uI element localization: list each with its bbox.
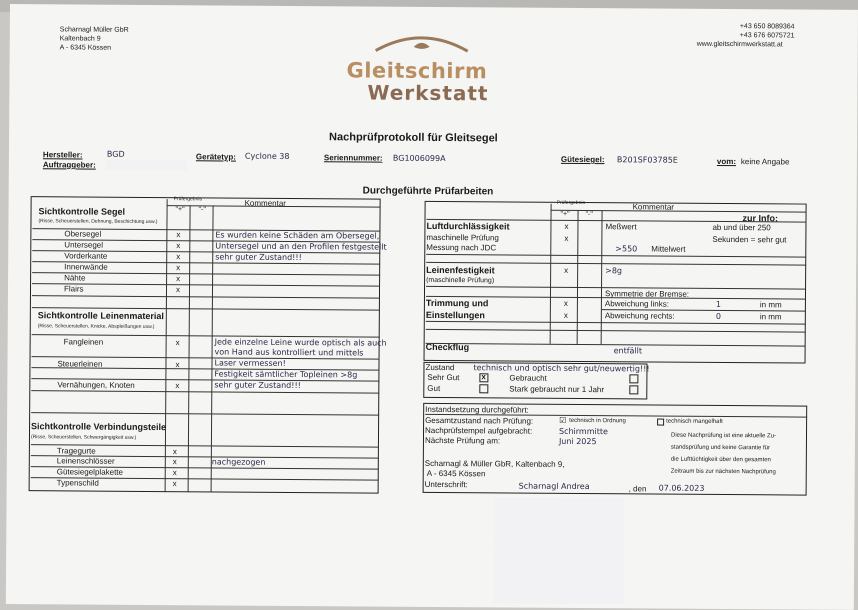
festigkeit-sub: (maschinelle Prüfung) bbox=[426, 276, 495, 285]
mittelwert-label: Mittelwert bbox=[651, 244, 686, 254]
zur-info-header: zur Info: bbox=[742, 213, 779, 224]
sehr-gut-label: Sehr Gut bbox=[427, 372, 460, 383]
left-minus-header: "-" bbox=[198, 206, 206, 214]
mark-vorderkante: x bbox=[176, 252, 181, 262]
ok-check-icon[interactable]: ☑ bbox=[559, 415, 567, 425]
mark-leinenschloesser: x bbox=[172, 457, 177, 467]
hersteller-label: Hersteller: bbox=[42, 150, 83, 160]
row-fangleinen: Fangleinen bbox=[63, 337, 104, 347]
luft-value: >550 bbox=[615, 244, 638, 254]
mark-guetesiegelplakette: x bbox=[172, 468, 177, 478]
comment-leinenschloesser: nachgezogen bbox=[211, 457, 266, 467]
row-tragegurte: Tragegurte bbox=[56, 446, 96, 456]
festigkeit-title: Leinenfestigkeit bbox=[426, 264, 495, 276]
luft-sub-1: maschinelle Prüfung bbox=[426, 232, 499, 243]
trimmung-mark-2: x bbox=[563, 310, 568, 320]
leinen-title: Sichtkontrolle Leinenmaterial bbox=[37, 310, 164, 322]
trimmung-mark-1: x bbox=[563, 298, 568, 308]
trimmung-title-1: Trimmung und bbox=[425, 297, 489, 309]
sehr-gut-mark: x bbox=[481, 372, 486, 382]
logo-text-gleitschirm: Gleitschirm bbox=[346, 58, 488, 84]
website: www.gleitschirmwerkstatt.at bbox=[696, 40, 783, 49]
row-leinenschloesser: Leinenschlösser bbox=[56, 456, 115, 466]
mangel-label: technisch mangelhaft bbox=[666, 418, 723, 425]
gebraucht-label: Gebraucht bbox=[509, 373, 547, 383]
unterschrift-value: Scharnagl Andrea bbox=[518, 481, 590, 492]
naechste-value: Juni 2025 bbox=[558, 436, 597, 447]
rechts-label: Abweichung rechts: bbox=[604, 311, 675, 321]
comment-leinen-2: von Hand aus kontrolliert und mittels bbox=[214, 347, 364, 358]
symmetrie-label: Symmetrie der Bremse: bbox=[604, 289, 690, 299]
page-title: Nachprüfprotokoll für Gleitsegel bbox=[329, 131, 498, 145]
luft-info-1: ab und über 250 bbox=[712, 222, 771, 233]
comment-leinen-5: sehr guter Zustand!!! bbox=[214, 380, 301, 391]
mark-vernaehungen: x bbox=[175, 381, 180, 391]
gesamt-label: Gesamtzustand nach Prüfung: bbox=[425, 415, 534, 426]
redacted-area bbox=[494, 497, 625, 604]
rechts-unit: in mm bbox=[759, 312, 782, 322]
seriennummer-value: BG1006099A bbox=[392, 153, 446, 164]
luft-info-2: Sekunden = sehr gut bbox=[712, 234, 787, 245]
comment-leinen-1: Jede einzelne Leine wurde optisch als auch bbox=[214, 337, 387, 348]
company-name: Scharnagl Müller GbR bbox=[59, 26, 129, 34]
row-vorderkante: Vorderkante bbox=[64, 251, 108, 261]
left-kommentar-header: Kommentar bbox=[244, 198, 287, 208]
naechste-label: Nächste Prüfung am: bbox=[424, 435, 501, 446]
row-obersegel: Obersegel bbox=[64, 229, 102, 239]
stark-checkbox[interactable] bbox=[629, 385, 638, 394]
mark-obersegel: x bbox=[176, 230, 181, 240]
note-line-3: die Lufttüchtigkeit über den gesamten bbox=[670, 456, 771, 464]
guetesiegel-value: B201SF03785E bbox=[616, 155, 678, 165]
comment-leinen-3: Laser vermessen! bbox=[214, 358, 286, 368]
row-steuerleinen: Steuerleinen bbox=[57, 359, 103, 369]
phone-2: +43 676 6075721 bbox=[739, 32, 795, 40]
links-unit: in mm bbox=[759, 300, 782, 310]
stark-label: Stark gebraucht nur 1 Jahr bbox=[509, 384, 605, 395]
section-title: Durchgeführte Prüfarbeiten bbox=[362, 185, 494, 198]
date-value: 07.06.2023 bbox=[658, 483, 705, 493]
right-minus-header: "-" bbox=[585, 211, 593, 219]
note-line-1: Diese Nachprüfung ist eine aktuelle Zu- bbox=[670, 432, 777, 440]
vom-label: vom: bbox=[716, 156, 737, 167]
row-untersegel: Untersegel bbox=[64, 240, 104, 250]
geraetetyp-value: Cyclone 38 bbox=[244, 151, 290, 161]
document-page bbox=[6, 4, 858, 610]
segel-subtitle: (Risse, Scheuerstellen, Dehnung, Beschichtung usw.) bbox=[38, 218, 158, 226]
row-naehte: Nähte bbox=[64, 273, 86, 283]
row-flairs: Flairs bbox=[63, 284, 84, 294]
hersteller-value: BGD bbox=[106, 149, 125, 159]
zustand-desc: technisch und optisch sehr gut/neuwertig!!! bbox=[473, 363, 650, 374]
geraetetyp-label: Gerätetyp: bbox=[195, 152, 236, 162]
gut-checkbox[interactable] bbox=[479, 384, 488, 393]
auftraggeber-label: Auftraggeber: bbox=[42, 160, 96, 170]
right-plus-header: "+" bbox=[560, 210, 570, 218]
festigkeit-value: >8g bbox=[605, 266, 623, 276]
mangel-checkbox[interactable] bbox=[657, 419, 664, 426]
comment-leinen-4: Festigkeit sämtlicher Topleinen >8g bbox=[214, 369, 358, 380]
note-line-2: standsprüfung und keine Garantie für bbox=[670, 444, 771, 452]
instand-title: Instandsetzung durchgeführt: bbox=[425, 404, 529, 415]
seriennummer-label: Seriennummer: bbox=[323, 153, 383, 163]
phone-1: +43 650 8089364 bbox=[739, 23, 795, 31]
guetesiegel-label: Gütesiegel: bbox=[560, 154, 605, 165]
company-street: Kaltenbach 9 bbox=[59, 35, 101, 43]
mark-innenwaende: x bbox=[176, 263, 181, 273]
comment-obersegel: Es wurden keine Schäden am Obersegel, bbox=[215, 230, 380, 241]
festigkeit-mark: x bbox=[564, 265, 569, 275]
right-pruefergebnis: Prüfergebnis bbox=[556, 199, 586, 207]
mark-tragegurte: x bbox=[172, 447, 177, 457]
ok-label: technisch in Ordnung bbox=[569, 417, 626, 425]
gebraucht-checkbox[interactable] bbox=[629, 374, 638, 383]
luft-title: Luftdurchlässigkeit bbox=[426, 220, 510, 232]
right-kommentar-header: Kommentar bbox=[632, 202, 674, 212]
luft-sub-2: Messung nach JDC bbox=[426, 242, 497, 253]
logo-text-werkstatt: Werkstatt bbox=[367, 80, 489, 106]
links-value: 1 bbox=[715, 299, 722, 309]
row-vernaehungen: Vernähungen, Knoten bbox=[57, 380, 135, 390]
luft-mark-1: x bbox=[564, 221, 569, 231]
left-pruefergebnis: Prüfergebnis bbox=[173, 196, 203, 203]
vom-value: keine Angabe bbox=[740, 157, 790, 167]
stempel-value: Schirmmitte bbox=[558, 426, 608, 437]
checkflug-title: Checkflug bbox=[425, 341, 470, 353]
row-guetesiegelplakette: Gütesiegelplakette bbox=[56, 467, 124, 477]
mark-fangleinen: x bbox=[175, 338, 180, 348]
rechts-value: 0 bbox=[715, 311, 721, 321]
stamp-address-1: Scharnagl & Müller GbR, Kaltenbach 9, bbox=[424, 458, 565, 469]
checkflug-value: entfällt bbox=[613, 346, 643, 356]
mark-flairs: x bbox=[175, 285, 181, 295]
row-innenwaende: Innenwände bbox=[64, 262, 108, 272]
comment-vorderkante: sehr guter Zustand!!! bbox=[215, 252, 302, 263]
verbindung-subtitle: (Risse, Scheuerstellen, Schwergängigkeit usw.) bbox=[30, 434, 137, 441]
trimmung-title-2: Einstellungen bbox=[425, 309, 485, 321]
mark-typenschild: x bbox=[172, 479, 177, 489]
mark-naehte: x bbox=[176, 274, 181, 284]
mark-untersegel: x bbox=[176, 241, 181, 251]
comment-untersegel: Untersegel und an den Profilen festgestellt bbox=[215, 241, 387, 252]
den-label: , den bbox=[628, 484, 647, 494]
stempel-label: Nachprüfstempel aufgebracht: bbox=[425, 425, 533, 436]
unterschrift-label: Unterschrift: bbox=[424, 479, 468, 490]
row-typenschild: Typenschild bbox=[56, 478, 99, 488]
verbindung-title: Sichtkontrolle Verbindungsteile bbox=[31, 421, 167, 433]
messwert-label: Meßwert bbox=[605, 222, 637, 232]
redacted-client bbox=[107, 160, 187, 171]
segel-title: Sichtkontrolle Segel bbox=[38, 206, 126, 217]
gut-label: Gut bbox=[427, 383, 441, 394]
zustand-label: Zustand bbox=[425, 362, 455, 373]
mark-steuerleinen: x bbox=[175, 360, 180, 370]
links-label: Abweichung links: bbox=[604, 299, 669, 309]
company-city: A - 6345 Kössen bbox=[59, 44, 112, 52]
stamp-address-2: A - 6345 Kössen bbox=[426, 468, 486, 479]
luft-mark-2: x bbox=[564, 233, 569, 243]
logo-arc bbox=[372, 31, 472, 54]
left-plus-header: "+" bbox=[175, 206, 185, 214]
note-line-4: Zeitraum bis zur nächsten Nachprüfung bbox=[670, 468, 776, 476]
leinen-subtitle: (Risse, Scheuerstellen, Knicke, Abspleißungen usw.) bbox=[37, 323, 155, 331]
